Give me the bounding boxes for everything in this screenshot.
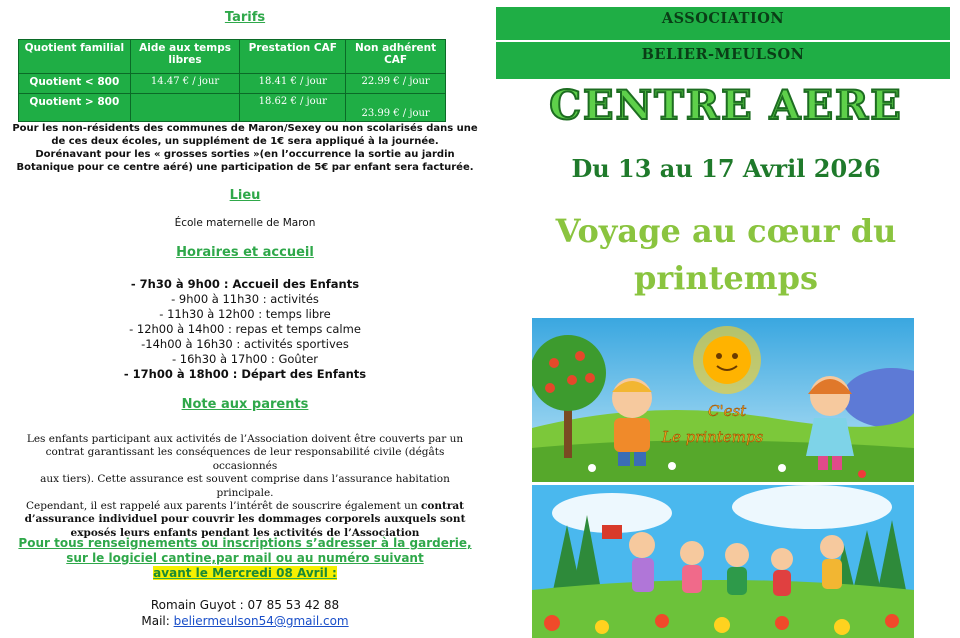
meadow-front [532, 441, 914, 483]
tarifs-table [18, 39, 446, 122]
inscriptions-line: Pour tous renseignements ou inscriptions s’adresser à la garderie, [18, 536, 472, 550]
banner-divider [496, 40, 950, 42]
contact-phone: Romain Guyot : 07 85 53 42 88 [150, 598, 340, 612]
cell-aide: 14.47 € / jour [130, 74, 240, 94]
parents-line [14, 500, 476, 513]
list-item: - 11h30 à 12h00 : temps libre [159, 307, 331, 321]
header-aide: Aide aux temps libres [130, 40, 240, 74]
children-illustration [532, 485, 914, 638]
deadline-highlight: avant le Mercredi 08 Avril : [153, 566, 337, 580]
association-banner [496, 7, 950, 79]
parents-line: Les enfants participant aux activités de l’Association doivent être couverts par un [26, 433, 464, 445]
parents-line-text: Cependant, il est rappelé aux parents l’intérêt de souscrire également un [25, 500, 418, 513]
cell-caf: 18.62 € / jour [240, 94, 346, 122]
note-line: Pour les non-résidents des communes de Maron/Sexey ou non scolarisés dans une [12, 123, 478, 134]
flyer-right-column [492, 0, 960, 638]
theme-line: printemps [633, 259, 819, 297]
tree-crown [532, 335, 606, 411]
tarifs-note [10, 122, 480, 174]
list-item: - 7h30 à 9h00 : Accueil des Enfants [130, 277, 360, 291]
parents-note [14, 433, 476, 540]
theme-line: Voyage au cœur du [555, 212, 897, 250]
caption-line1: C'est [708, 402, 747, 420]
child-girl [806, 376, 854, 470]
mail-label: Mail: [141, 614, 174, 628]
parents-line: aux tiers). Cette assurance est souvent comprise dans l’assurance habitation principale. [40, 473, 450, 499]
schedule-list [0, 277, 490, 382]
list-item: - 12h00 à 14h00 : repas et temps calme [129, 322, 361, 336]
parents-line-bold: contrat [420, 500, 465, 513]
lieu-title: Lieu [229, 188, 261, 203]
lieu-value: École maternelle de Maron [174, 217, 316, 229]
cell-non-adherent: 22.99 € / jour [346, 74, 446, 94]
caption-line2: Le printemps [662, 428, 764, 446]
header-non-adherent: Non adhérent CAF [346, 40, 446, 74]
inscriptions-block [0, 536, 490, 581]
parents-line: d’assurance individuel pour couvrir les dommages corporels auxquels sont [24, 513, 466, 526]
sun-icon [693, 326, 761, 394]
list-item: -14h00 à 16h30 : activités sportives [141, 337, 349, 351]
cell-aide [130, 94, 240, 122]
note-line: Dorénavant pour les « grosses sorties »(en l’occurrence la sortie au jardin [35, 149, 455, 160]
cell-non-adherent: 23.99 € / jour [346, 94, 446, 122]
note-line: Botanique pour ce centre aéré) une participation de 5€ par enfant sera facturée. [16, 162, 474, 173]
parents-title: Note aux parents [181, 397, 309, 412]
contact-mail-row [0, 613, 490, 629]
row-label: Quotient > 800 [19, 94, 131, 122]
event-dates: Du 13 au 17 Avril 2026 [571, 154, 881, 183]
header-caf: Prestation CAF [240, 40, 346, 74]
table-row [19, 74, 446, 94]
cell-caf: 18.41 € / jour [240, 74, 346, 94]
parents-line: contrat garantissant les conséquences de leur responsabilité civile (dégâts occasionnés [45, 446, 445, 472]
headline: CENTRE AERE [549, 82, 903, 129]
note-line: de ces deux écoles, un supplément de 1€ sera appliqué à la journée. [51, 136, 439, 147]
header-quotient: Quotient familial [19, 40, 131, 74]
theme-title [492, 208, 960, 302]
association-line1: ASSOCIATION [661, 10, 785, 27]
list-item: - 17h00 à 18h00 : Départ des Enfants [123, 367, 367, 381]
association-line2: BELIER-MEULSON [641, 46, 805, 63]
table-row [19, 94, 446, 122]
list-item: - 16h30 à 17h00 : Goûter [171, 352, 318, 366]
row-label: Quotient < 800 [19, 74, 131, 94]
mail-link[interactable]: beliermeulson54@gmail.com [173, 614, 349, 628]
horaires-title: Horaires et accueil [176, 245, 314, 260]
parents-line: exposés leurs enfants pendant les activités de l’Association [70, 526, 420, 539]
table-header-row [19, 40, 446, 74]
tarifs-title: Tarifs [224, 10, 266, 25]
list-item: - 9h00 à 11h30 : activités [171, 292, 319, 306]
spring-illustration [532, 318, 914, 482]
contact-block [0, 597, 490, 629]
inscriptions-line: sur le logiciel cantine,par mail ou au numéro suivant [66, 551, 424, 565]
